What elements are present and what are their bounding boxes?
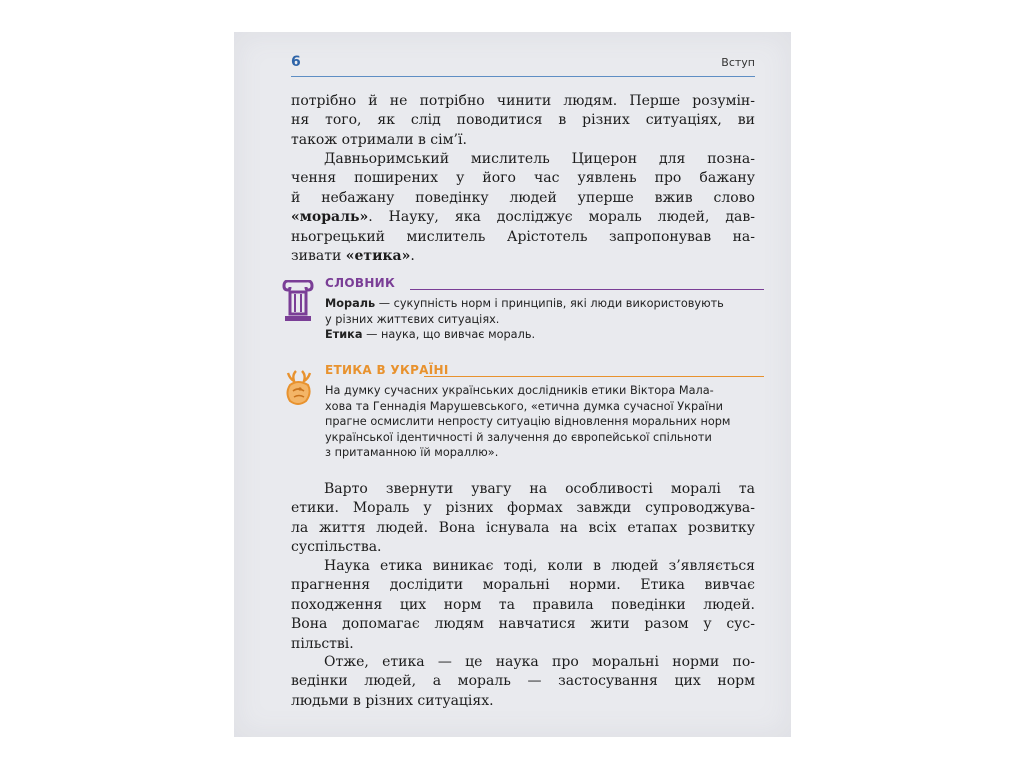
ethics-ukraine-body <box>325 383 757 461</box>
text-fragment: . Науку, яка досліджує мораль людей, дав- <box>368 209 755 226</box>
text-line: чення поширених у його час уявлень про бажану <box>291 170 755 187</box>
text-line: Вона допомагає людям навчатися жити разом у сус- <box>291 616 755 633</box>
term-definition: — сукупність норм і принципів, які люди використовують <box>375 297 724 310</box>
vocabulary-entry <box>325 327 757 343</box>
text-line: прагне осмислити непросту ситуацію відновлення моральних норм <box>325 415 731 428</box>
scythian-deer-icon <box>282 369 314 411</box>
conclusion-paragraph <box>291 653 755 711</box>
term-ethics: «етика» <box>345 248 411 265</box>
vocabulary-box <box>282 276 764 348</box>
text-line: ньогрецький мислитель Арістотель запропонував на- <box>291 228 755 245</box>
text-line: суспільства. <box>291 539 382 556</box>
text-line: ня того, як слід поводитися в різних ситуаціях, ви <box>291 112 755 129</box>
textbook-page <box>234 32 791 737</box>
text-line: Давньоримський мислитель Цицерон для позна- <box>324 151 755 167</box>
text-line <box>291 247 755 266</box>
text-line: потрібно й не потрібно чинити людям. Перше розумін- <box>291 93 755 109</box>
term-definition: — наука, що вивчає мораль. <box>362 328 536 341</box>
term-label: Мораль <box>325 297 376 310</box>
science-paragraph <box>291 557 755 654</box>
ionic-column-icon <box>282 280 314 322</box>
section-title: Вступ <box>721 56 755 69</box>
intro-paragraph <box>291 92 755 150</box>
term-label: Етика <box>325 328 363 341</box>
text-line: з притаманною їй мораллю». <box>325 446 499 459</box>
ethics-ukraine-rule <box>424 376 764 377</box>
text-line: На думку сучасних українських дослідників етики Віктора Мала- <box>325 384 714 397</box>
text-line: Наука етика виникає тоді, коли в людей з’являється <box>324 558 755 574</box>
text-line: української ідентичності й залучення до європейської спільноти <box>325 430 712 444</box>
text-line: Варто звернути увагу на особливості моралі та <box>324 481 755 497</box>
vocabulary-entry-continued: у різних життєвих ситуаціях. <box>325 312 500 326</box>
text-line: й небажану поведінку людей уперше вжив слово <box>291 189 755 206</box>
text-line: Отже, етика — це наука про моральні норми по- <box>324 654 755 670</box>
vocabulary-title: СЛОВНИК <box>325 276 396 290</box>
page-header <box>291 54 755 77</box>
text-line: етики. Мораль у різних формах завжди супроводжува- <box>291 500 755 517</box>
text-line: пільстві. <box>291 635 354 652</box>
text-line: ведінки людей, а мораль — застосування цих норм <box>291 673 755 690</box>
ethics-ukraine-box <box>282 363 764 467</box>
cicero-paragraph <box>291 150 755 266</box>
text-line: людьми в різних ситуаціях. <box>291 692 494 709</box>
text-line: хова та Геннадія Марушевського, «етична думка сучасної України <box>325 399 723 413</box>
term-moral: «мораль» <box>291 209 369 226</box>
text-line: походження цих норм та правила поведінки людей. <box>291 596 755 613</box>
vocabulary-rule <box>410 289 764 290</box>
ethics-ukraine-title: ЕТИКА В УКРАЇНІ <box>325 363 449 377</box>
features-paragraph <box>291 480 755 558</box>
page-number: 6 <box>291 54 301 70</box>
vocabulary-body <box>325 296 757 343</box>
text-line <box>291 208 755 227</box>
text-line: прагнення дослідити моральні норми. Етика вивчає <box>291 577 755 594</box>
text-fragment: зивати <box>291 248 346 265</box>
vocabulary-entry <box>325 296 757 312</box>
text-line: також отримали в сім’ї. <box>291 131 467 148</box>
text-fragment: . <box>410 248 415 265</box>
text-line: ла життя людей. Вона існувала на всіх етапах розвитку <box>291 519 755 536</box>
